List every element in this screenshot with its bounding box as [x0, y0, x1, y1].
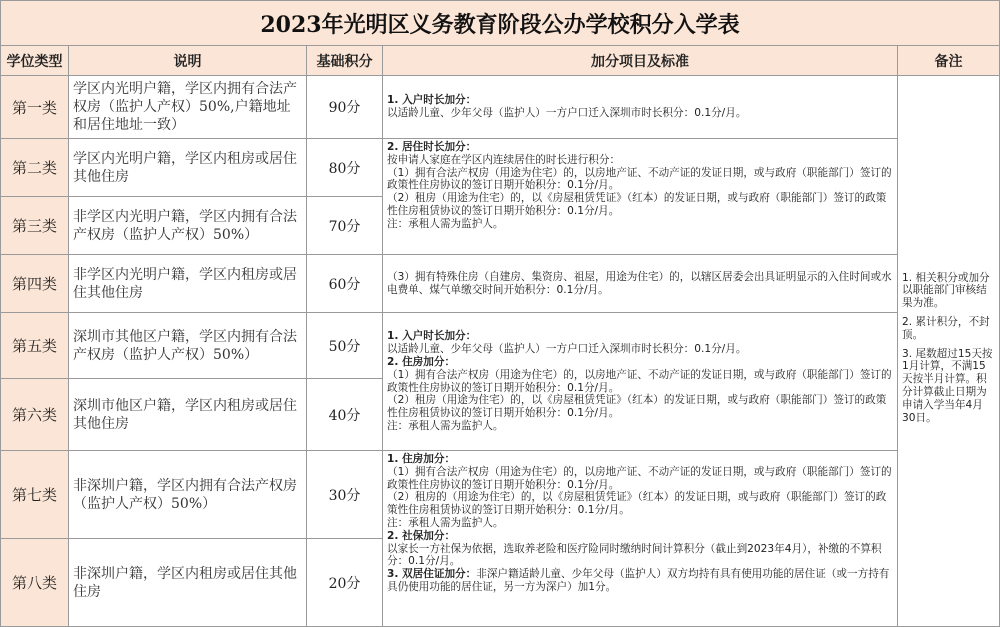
standard-heading: 2. 居住时长加分： — [387, 141, 477, 153]
description-cell: 学区内光明户籍，学区内拥有合法产权房（监护人产权）50%,户籍地址和居住地址一致） — [69, 76, 307, 139]
standard-text: 以适龄儿童、少年父母（监护人）一方户口迁入深圳市时长积分：0.1分/月。 — [387, 107, 747, 119]
description-cell: 非学区内光明户籍，学区内租房或居住其他住房 — [69, 255, 307, 313]
standard-cell-nonlocal — [383, 451, 898, 626]
score-cell: 90分 — [307, 76, 383, 139]
category-cell: 第七类 — [1, 451, 69, 539]
description-cell: 非深圳户籍，学区内租房或居住其他住房 — [69, 539, 307, 626]
category-cell: 第八类 — [1, 539, 69, 626]
category-cell: 第三类 — [1, 197, 69, 255]
score-cell: 60分 — [307, 255, 383, 313]
category-cell: 第一类 — [1, 76, 69, 139]
remarks-cell — [898, 76, 999, 626]
standard-heading: 2. 住房加分： — [387, 355, 456, 368]
category-cell: 第二类 — [1, 139, 69, 197]
standard-text: 以家长一方社保为依据，选取养老险和医疗险同时缴纳时间计算积分（截止到2023年4月），补缴的不算积分：0.1分/月。 — [387, 542, 882, 568]
score-cell: 30分 — [307, 451, 383, 539]
standard-cell-household-housing — [383, 313, 898, 451]
standard-heading: 1. 住房加分： — [387, 453, 456, 465]
category-cell: 第四类 — [1, 255, 69, 313]
header-items: 加分项目及标准 — [383, 46, 898, 76]
remark-item: 1. 相关积分或加分以职能部门审核结果为准。 — [902, 271, 990, 310]
standard-heading: 2. 社保加分： — [387, 529, 456, 542]
standard-heading: 1. 入户时长加分： — [387, 330, 477, 343]
standard-text: （3）拥有特殊住房（自建房、集资房、祖屋，用途为住宅）的，以辖区居委会出具证明显示的入住时间或水电费单、煤气单缴交时间开始积分：0.1分/月。 — [387, 270, 892, 296]
standard-cell-special-housing — [383, 255, 898, 313]
remark-item: 2. 累计积分，不封顶。 — [902, 316, 990, 341]
description-cell: 学区内光明户籍，学区内租房或居住其他住房 — [69, 139, 307, 197]
standard-text: 非深户籍适龄儿童、少年父母（监护人）双方均持有具有使用功能的居住证（或一方持有具仍使用功能的居住证，另一方为深户）加1分。 — [387, 568, 890, 593]
header-category: 学位类型 — [1, 46, 69, 76]
page-title: 2023年光明区义务教育阶段公办学校积分入学表 — [1, 1, 999, 46]
standard-heading: 1. 入户时长加分： — [387, 94, 477, 107]
standard-cell-residence — [383, 139, 898, 255]
score-cell: 80分 — [307, 139, 383, 197]
standard-text: （1）拥有合法产权房（用途为住宅）的，以房地产证、不动产证的发证日期，或与政府（职能部门）签订的政策性住房协议的签订日期开始积分：0.1分/月。 （2）租房的（用途为住宅）的，以《房屋租赁凭证》（红本）的发证日期，或与政府（职能部门）签订的政策性住房租赁协议的签订日期开始积分：0.1分/月。 注：承租人需为监护人。 — [387, 465, 892, 529]
standard-cell-household — [383, 76, 898, 139]
standard-text: （1）拥有合法产权房（用途为住宅）的，以房地产证、不动产证的发证日期，或与政府（职能部门）签订的政策性住房协议的签订日期开始积分：0.1分/月。 （2）租房（用途为住宅）的，以《房屋租赁凭证》（红本）的发证日期，或与政府（职能部门）签订的政策性住房租赁协议的签订日期开始积分：0.1分/月。 注：承租人需为监护人。 — [387, 368, 892, 432]
category-cell: 第六类 — [1, 379, 69, 451]
standard-heading: 3. 双居住证加分： — [387, 568, 477, 581]
score-cell: 50分 — [307, 313, 383, 379]
score-cell: 70分 — [307, 197, 383, 255]
description-cell: 非深圳户籍，学区内拥有合法产权房（监护人产权）50%） — [69, 451, 307, 539]
category-cell: 第五类 — [1, 313, 69, 379]
description-cell: 非学区内光明户籍，学区内拥有合法产权房（监护人产权）50%） — [69, 197, 307, 255]
standard-text: 按申请人家庭在学区内连续居住的时长进行积分： （1）拥有合法产权房（用途为住宅）的，以房地产证、不动产证的发证日期，或与政府（职能部门）签订的政策性住房协议的签订日期开始积分：0.1分/月。 （2）租房（用途为住宅）的，以《房屋租赁凭证》（红本）的发证日期，或与政府（职能部门）签订的政策性住房租赁协议的签订日期开始积分：0.1分/月。 注：承租人需为监护人。 — [387, 153, 892, 230]
remark-item: 3. 尾数超过15天按1月计算，不满15天按半月计算。积分计算截止日期为申请入学当年4月30日。 — [902, 347, 993, 424]
description-cell: 深圳市其他区户籍，学区内拥有合法产权房（监护人产权）50%） — [69, 313, 307, 379]
description-cell: 深圳市他区户籍，学区内租房或居住其他住房 — [69, 379, 307, 451]
standard-text: 以适龄儿童、少年父母（监护人）一方户口迁入深圳市时长积分：0.1分/月。 — [387, 343, 747, 356]
score-cell: 20分 — [307, 539, 383, 626]
header-remarks: 备注 — [898, 46, 999, 76]
score-cell: 40分 — [307, 379, 383, 451]
header-base-score: 基础积分 — [307, 46, 383, 76]
header-description: 说明 — [69, 46, 307, 76]
